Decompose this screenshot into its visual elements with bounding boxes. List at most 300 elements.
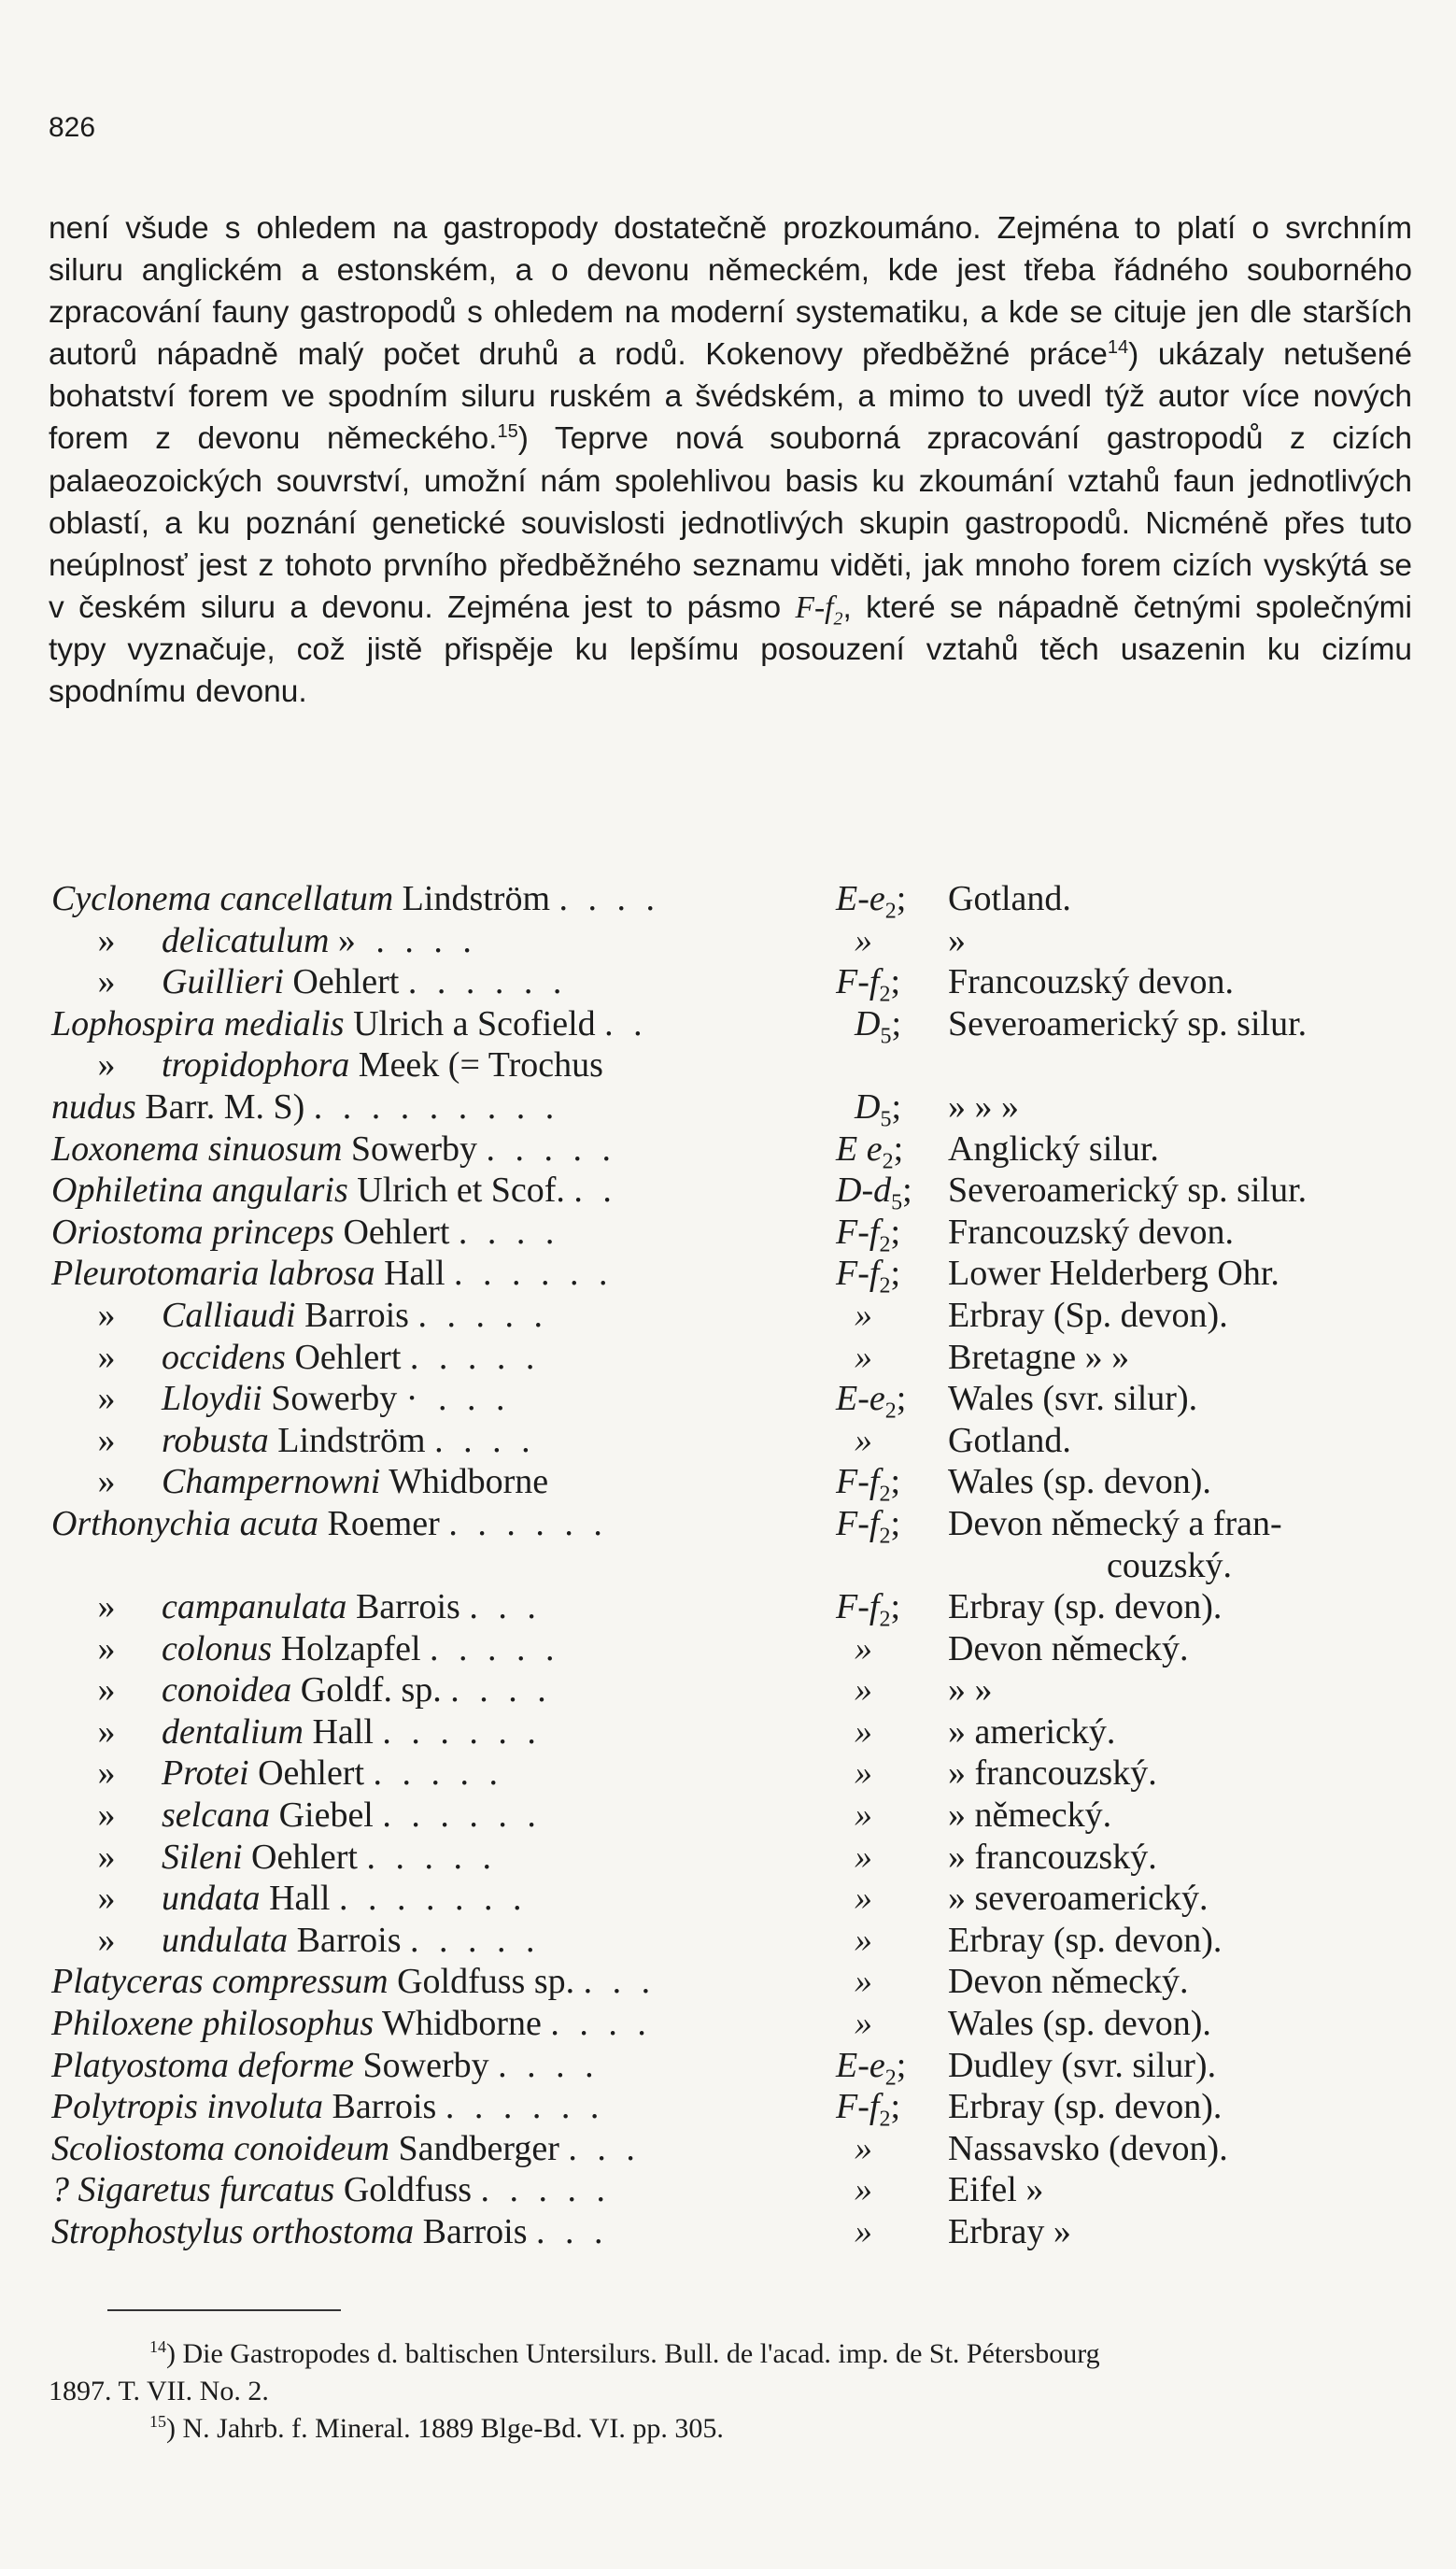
paragraph-part-2: ) ukázaly netušené bohatství forem ve spodním siluru ruském a švédském, a mimo to uvedl týž autor více nových forem z devonu německého. [49,337,1412,457]
species-row [51,878,1415,924]
leader-dots: . . . . . [480,2170,612,2210]
species-epithet: occidens [162,1337,286,1377]
species-row [51,1795,1415,1837]
horizon-letter: » [855,1837,872,1877]
species-author: Barrois [422,2212,528,2251]
zone-label-sub: 2 [833,608,843,630]
species-list [51,878,1415,2253]
species-epithet: delicatulum [162,920,330,960]
genus-name: Platyceras [51,1962,204,2002]
genus-name: Polytropis [51,2087,198,2127]
species-row [51,1420,1415,1462]
leader-dots: . . . . . [409,1337,541,1377]
species-row-continuation [51,1545,1415,1587]
species-row [51,2045,1415,2091]
leader-dots: . . . . [550,2004,652,2044]
footnote-text: ) Die Gastropodes d. baltischen Untersilurs. Bull. de l'acad. imp. de St. Pétersbourg [166,2338,1100,2369]
horizon-label [855,1337,872,1378]
leader-dots: . . . . . . [445,2087,605,2127]
locality-text: » francouzský. [948,1753,1157,1794]
ditto-mark: » [97,1753,116,1794]
ditto-mark: » [97,1420,116,1460]
locality-text: Devon německý. [948,1962,1189,2002]
leader-dots: . . . . . . [382,1795,542,1836]
species-epithet: Lloydii [162,1379,262,1419]
locality-text: Wales (sp. devon). [948,2004,1211,2044]
horizon-subscript: 2 [879,2107,891,2132]
paragraph-part-3: ) Teprve nová souborná zpracování gastropodů z cizích palaeozoických souvrství, umožní nám spolehlivou basis ku zkoumání vztahů faun jednotlivých oblastí, a ku poznání genetické souvislosti jednotlivých skupin gastropodů. Nicméně přes tuto neúplnosť jest z tohoto prvního předběžného seznamu viděti, jak mnoho forem cizích vyskýtá se v českém siluru a devonu. Zejména jest to pásmo [49,421,1412,625]
genus-name: Orthonychia [51,1503,232,1543]
body-paragraph [49,207,1412,713]
horizon-letter: » [855,1795,872,1836]
ditto-mark: » [97,1462,116,1502]
species-name [51,1753,503,1794]
leader-dots: . . . . . [417,1295,548,1335]
horizon-letter: F-f [836,1587,880,1627]
genus-name: Loxonema [51,1128,200,1169]
species-name [51,961,567,1002]
species-author: Whidborne [389,1462,549,1502]
species-author: Giebel [278,1795,374,1836]
species-epithet: Protei [162,1753,249,1794]
separator: ; [891,1003,902,1043]
horizon-subscript: 5 [891,1190,903,1215]
species-name [51,1837,497,1878]
species-author: Oehlert [251,1837,358,1877]
leader-dots: » . . . . [337,920,477,960]
species-author: Oehlert [294,1337,402,1377]
horizon-label [836,2086,900,2133]
locality-text: Severoamerický sp. silur. [948,1171,1308,1211]
footnote-ref-15[interactable]: 15 [497,421,518,443]
leader-dots: . . . . . [486,1128,616,1169]
species-author: Oehlert [343,1212,450,1252]
locality-text: Lower Helderberg Ohr. [948,1254,1279,1294]
species-author: Goldfuss [343,2170,473,2210]
locality-text: » francouzský. [948,1837,1157,1877]
locality-text: Francouzský devon. [948,1212,1235,1252]
horizon-label [855,1420,872,1461]
locality-text: » americký. [948,1711,1116,1752]
horizon-subscript: 5 [880,1107,892,1132]
ditto-mark: » [97,920,116,960]
species-epithet: Calliaudi [162,1295,296,1335]
species-row [51,1920,1415,1962]
species-author: Goldf. sp. [300,1670,442,1710]
species-author: Barrois [332,2087,437,2127]
locality-text: » německý. [948,1795,1112,1836]
genus-name: Pleurotomaria [51,1254,260,1294]
horizon-letter: » [855,1920,872,1960]
separator: ; [890,1503,900,1543]
horizon-letter: E-e [836,2045,885,2085]
species-name [51,2003,652,2044]
ditto-mark: » [97,1711,116,1752]
leader-dots: . . . . . [373,1753,504,1794]
species-row [51,1337,1415,1379]
horizon-label [855,2211,872,2252]
species-author: Oehlert [292,962,400,1002]
horizon-letter: F-f [836,1503,880,1543]
ditto-mark: » [97,1837,116,1877]
horizon-label [836,878,906,925]
locality-text: Erbray (sp. devon). [948,1587,1223,1627]
separator: ; [890,1462,900,1502]
genus-name: Cyclonema [51,879,211,918]
leader-dots: . . . . . . [382,1711,542,1752]
locality-text: Devon německý. [948,1628,1189,1668]
ditto-mark: » [97,1045,116,1086]
leader-dots: . . . [583,1962,657,2002]
species-name [51,1669,552,1710]
leader-dots: . . . . [498,2045,600,2085]
genus-name: Lophospira [51,1003,216,1043]
separator: ; [893,1128,904,1169]
species-epithet: acuta [239,1503,319,1543]
horizon-label [836,1586,900,1633]
species-author: Lindström [277,1420,426,1460]
horizon-letter: » [855,1420,872,1460]
species-epithet: selcana [162,1795,271,1836]
species-row [51,2128,1415,2170]
species-name [51,1253,614,1294]
horizon-subscript: 5 [880,1024,892,1049]
species-row [51,961,1415,1007]
locality-text: Erbray » [948,2212,1071,2251]
species-author: Lindström [402,879,550,918]
leader-dots: . . . . . . [454,1254,614,1294]
species-name [51,1711,542,1753]
species-row [51,1212,1415,1257]
species-author: Meek (= Trochus [358,1045,603,1086]
species-row [51,1878,1415,1920]
horizon-letter: » [855,1879,872,1919]
species-row [51,1295,1415,1337]
separator: ; [891,1086,902,1127]
species-name [51,1378,510,1419]
species-epithet: conoidea [162,1670,292,1710]
horizon-label [855,2169,872,2210]
species-epithet: labrosa [267,1254,375,1294]
species-row [51,1628,1415,1670]
horizon-label [836,1503,900,1550]
locality-text: Bretagne » » [948,1337,1130,1377]
species-name [51,1086,559,1128]
locality-text: Erbray (Sp. devon). [948,1295,1228,1335]
locality-text: Gotland. [948,879,1071,918]
species-name [51,1878,528,1919]
ditto-mark: » [97,962,116,1002]
horizon-label [855,2003,872,2044]
locality-text: Gotland. [948,1420,1071,1460]
leader-dots: . . . . . [430,1628,560,1668]
species-name [51,1920,541,1961]
species-name [51,1044,603,1086]
horizon-letter: » [855,2004,872,2044]
genus-name: Philoxene [51,2004,193,2044]
horizon-letter: D [855,1003,881,1043]
separator: ; [896,879,907,918]
species-name [51,1170,617,1211]
species-epithet: philosophus [202,2004,375,2044]
page-number: 826 [49,112,96,143]
horizon-letter: F-f [836,1462,880,1502]
horizon-label [836,1378,906,1425]
species-name [51,1003,648,1044]
footnotes [49,2335,1412,2448]
horizon-label [855,1961,872,2002]
footnote-14 [49,2335,1412,2373]
horizon-letter: F-f [836,2087,880,2127]
horizon-label [836,2045,906,2092]
horizon-label [836,1128,903,1175]
locality-continuation: couzský. [1107,1545,1233,1585]
species-epithet: campanulata [162,1587,347,1627]
species-epithet: Sileni [162,1837,243,1877]
horizon-label [855,1003,901,1050]
species-author: Oehlert [258,1753,365,1794]
species-epithet: Guillieri [162,962,284,1002]
species-author: Barr. M. S) [145,1086,305,1127]
genus-name: Platyostoma [51,2045,229,2085]
species-author: Sowerby [271,1379,398,1419]
horizon-label [855,1295,872,1336]
horizon-label [836,1461,900,1508]
horizon-subscript: 2 [879,1482,891,1507]
species-epithet: undulata [162,1920,289,1960]
horizon-subscript: 2 [884,2065,897,2091]
horizon-letter: » [855,2170,872,2210]
ditto-mark: » [97,1795,116,1836]
separator: ; [890,1587,900,1627]
footnote-text: ) N. Jahrb. f. Mineral. 1889 Blge-Bd. VI. pp. 305. [166,2413,724,2444]
species-epithet: involuta [206,2087,323,2127]
species-epithet: angularis [212,1171,348,1211]
species-row [51,1461,1415,1507]
species-name [51,2169,611,2210]
species-name [51,2128,641,2169]
horizon-label [855,1628,872,1669]
genus-name: Ophiletina [51,1171,204,1211]
horizon-letter: E-e [836,879,885,918]
horizon-letter: E e [836,1128,883,1169]
locality-text: Wales (svr. silur). [948,1379,1198,1419]
species-author: Roemer [327,1503,440,1543]
horizon-label [855,920,872,961]
horizon-letter: » [855,1628,872,1668]
horizon-letter: » [855,2128,872,2168]
horizon-label [855,1795,872,1836]
species-name [51,2045,600,2086]
leader-dots: . . . . . . [407,962,568,1002]
leader-dots: . . . . [450,1670,552,1710]
species-row [51,1503,1415,1549]
species-author: Hall [269,1879,331,1919]
locality-text: Eifel » [948,2170,1044,2210]
species-epithet: cancellatum [219,879,394,918]
horizon-letter: » [855,1670,872,1710]
leader-dots: . . . [536,2212,609,2251]
species-author: Barrois [304,1295,409,1335]
horizon-label [855,1878,872,1919]
horizon-letter: » [855,1962,872,2002]
locality-text: Severoamerický sp. silur. [948,1003,1308,1043]
species-author: Whidborne [381,2004,542,2044]
footnote-ref-14[interactable]: 14 [1107,337,1129,359]
species-row [51,1586,1415,1632]
species-row [51,1003,1415,1049]
separator: ; [890,962,900,1002]
leader-dots: . . . . . . . . . [313,1086,560,1127]
leader-dots: . . . . [458,1212,560,1252]
separator: ; [890,1254,900,1294]
species-author: Holzapfel [280,1628,421,1668]
leader-dots: . . . . [434,1420,536,1460]
locality-text: » severoamerický. [948,1879,1209,1919]
species-author: Barrois [355,1587,460,1627]
horizon-subscript: 2 [882,1149,894,1174]
species-epithet: undata [162,1879,261,1919]
species-author: Barrois [296,1920,402,1960]
horizon-label [836,1253,900,1299]
species-epithet: conoideum [233,2128,390,2168]
species-row [51,1086,1415,1132]
horizon-label [855,1086,901,1133]
species-name [51,1628,560,1669]
horizon-letter: D-d [836,1171,892,1211]
paragraph-part-4: , které se nápadně četnými společnými typy vyznačuje, což jistě přispěje ku lepšímu posouzení vztahů těch usazenin ku cizímu spodnímu devonu. [49,589,1412,710]
species-row [51,920,1415,962]
species-row [51,2003,1415,2045]
species-row [51,1753,1415,1795]
horizon-label [855,1669,872,1710]
separator: ; [902,1171,912,1211]
horizon-subscript: 2 [884,899,897,924]
leader-dots: . . [573,1171,617,1211]
footnote-number: 15 [149,2412,166,2431]
species-epithet: furcatus [219,2170,335,2210]
leader-dots: . . [604,1003,648,1043]
paragraph-part-1: není všude s ohledem na gastropody dostatečně prozkoumáno. Zejména to platí o svrchním siluru anglickém a estonském, a o devonu německém, kde jest třeba řádného souborného zpracování fauny gastropodů s ohledem na moderní systematiku, a kde se cituje jen dle starších autorů nápadně malý počet druhů a rodů. Kokenovy předběžné práce [49,211,1412,373]
leader-dots: . . . . . . [448,1503,608,1543]
species-name [51,1795,542,1836]
species-author: Hall [384,1254,445,1294]
species-name [51,1420,536,1461]
locality-text: Devon německý a fran- [948,1503,1282,1543]
locality-text: » » [948,1670,993,1710]
species-row [51,1961,1415,2003]
horizon-label [836,1170,912,1216]
species-name [51,920,477,961]
species-name [51,1503,608,1544]
genus-name: Oriostoma [51,1212,204,1252]
species-row [51,1669,1415,1711]
horizon-letter: » [855,1711,872,1752]
horizon-letter: » [855,1295,872,1335]
ditto-mark: » [97,1587,116,1627]
leader-dots: . . . . . . . [339,1879,528,1919]
species-epithet: princeps [212,1212,334,1252]
species-row [51,1378,1415,1424]
species-epithet: sinuosum [207,1128,343,1169]
species-epithet: dentalium [162,1711,304,1752]
species-author: Sowerby [350,1128,477,1169]
horizon-letter: D [855,1086,881,1127]
separator: ; [896,1379,907,1419]
genus-name: Strophostylus [51,2212,244,2251]
horizon-subscript: 2 [884,1398,897,1424]
leader-dots: . . . [568,2128,641,2168]
horizon-letter: » [855,1337,872,1377]
horizon-subscript: 2 [879,982,891,1007]
species-author: Ulrich a Scofield [353,1003,596,1043]
species-name [51,1461,548,1502]
horizon-label [855,1711,872,1753]
horizon-subscript: 2 [879,1273,891,1299]
locality-text: Wales (sp. devon). [948,1462,1211,1502]
footnote-number: 14 [149,2337,166,2356]
ditto-mark: » [97,1295,116,1335]
locality-text: Anglický silur. [948,1128,1159,1169]
species-epithet: Champernowni [162,1462,381,1502]
species-author: Sowerby [362,2045,489,2085]
species-name [51,1337,540,1378]
leader-dots: . . . . [558,879,660,918]
genus-name: ? Sigaretus [51,2170,211,2210]
species-row [51,1170,1415,1215]
horizon-subscript: 2 [879,1232,891,1257]
leader-dots: · . . . [405,1379,511,1419]
species-name [51,1961,656,2002]
horizon-letter: E-e [836,1379,885,1419]
species-name [51,2211,609,2252]
horizon-letter: F-f [836,1254,880,1294]
leader-dots: . . . . . [410,1920,541,1960]
species-name [51,2086,604,2127]
species-row [51,1044,1415,1086]
horizon-label [855,2128,872,2169]
species-name [51,1128,616,1170]
horizon-letter: » [855,920,872,960]
horizon-label [836,961,900,1008]
horizon-label [855,1920,872,1961]
separator: ; [890,1212,900,1252]
species-epithet: deforme [237,2045,355,2085]
locality-text: » [948,920,966,960]
species-name [51,1295,548,1336]
horizon-letter: » [855,2212,872,2251]
species-author: Sandberger [398,2128,559,2168]
species-author: Goldfuss sp. [397,1962,575,2002]
horizon-label [855,1837,872,1878]
species-name [51,1586,542,1627]
species-row [51,1837,1415,1879]
locality-text: » » » [948,1086,1019,1127]
leader-dots: . . . . . [366,1837,497,1877]
horizon-subscript: 2 [879,1607,891,1632]
footnote-continuation: 1897. T. VII. No. 2. [49,2376,269,2406]
species-epithet: colonus [162,1628,273,1668]
species-epithet: tropidophora [162,1045,350,1086]
species-name [51,1212,559,1253]
species-epithet: robusta [162,1420,269,1460]
genus-name: nudus [51,1086,136,1127]
species-epithet: orthostoma [252,2212,415,2251]
separator: ; [896,2045,907,2085]
genus-name: Scoliostoma [51,2128,225,2168]
species-row [51,2211,1415,2253]
leader-dots: . . . [469,1587,542,1627]
